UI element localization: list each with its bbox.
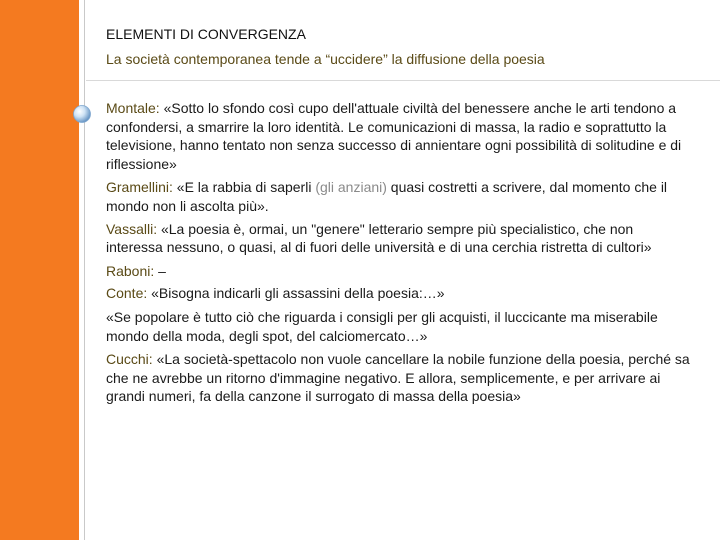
slide-subtitle: La società contemporanea tende a “uccidere” la diffusione della poesia [106,51,545,67]
quote-cucchi [106,350,692,406]
quote-text: «Se popolare è tutto ciò che riguarda i consigli per gli acquisti, il luccicante ma miserabile mondo della moda, degli spot, del calciomercato…» [106,308,658,344]
slide-title: ELEMENTI DI CONVERGENZA [106,26,306,42]
quote-text: «E la rabbia di saperli [172,179,316,196]
quote-text: «Sotto lo sfondo così cupo dell'attuale civiltà del benessere anche le arti tendono a confondersi, a smarrire la loro identità. Le comunicazioni di massa, la radio e soprattutto la televisione, hanno tentato non senza successo di annientare ogni possibilità di solitudine e di riflessione» [106,100,682,172]
quote-conte-continued [106,308,692,345]
author-name: Montale: [106,100,160,116]
author-name: Conte: [106,285,148,302]
quote-conte [106,284,692,303]
author-name: Gramellini: [106,179,173,196]
quote-raboni [106,262,692,281]
quote-vassalli [106,220,692,257]
quotes-content [106,99,692,410]
vertical-divider-line [84,0,85,540]
quote-text: «La poesia è, ormai, un "genere" letterario sempre più specialistico, che non interessa nessuno, o quasi, al di fuori delle università e di una cerchia ristretta di cultori» [106,220,652,256]
author-name: Vassalli: [106,220,158,237]
quote-montale [106,99,692,173]
quote-gramellini [106,178,692,215]
quote-text: – [154,262,166,279]
author-name: Raboni: [106,262,155,279]
sphere-bullet-icon [72,104,92,124]
quote-text: «Bisogna indicarli gli assassini della poesia:…» [147,285,445,302]
quote-text: quasi costretti a scrivere, dal momento che il mondo non li ascolta più». [106,179,668,214]
author-name: Cucchi: [106,351,153,368]
quote-aside: (gli anziani) [315,179,387,196]
horizontal-divider [86,80,720,81]
orange-side-bar [0,0,79,540]
quote-text: «La società-spettacolo non vuole cancellare la nobile funzione della poesia, perché sa che ne avrebbe un ritorno d'immagine negativo. E allora, semplicemente, e per arrivare ai grandi numeri, fa della canzone il surrogato di massa della poesia» [106,351,690,405]
